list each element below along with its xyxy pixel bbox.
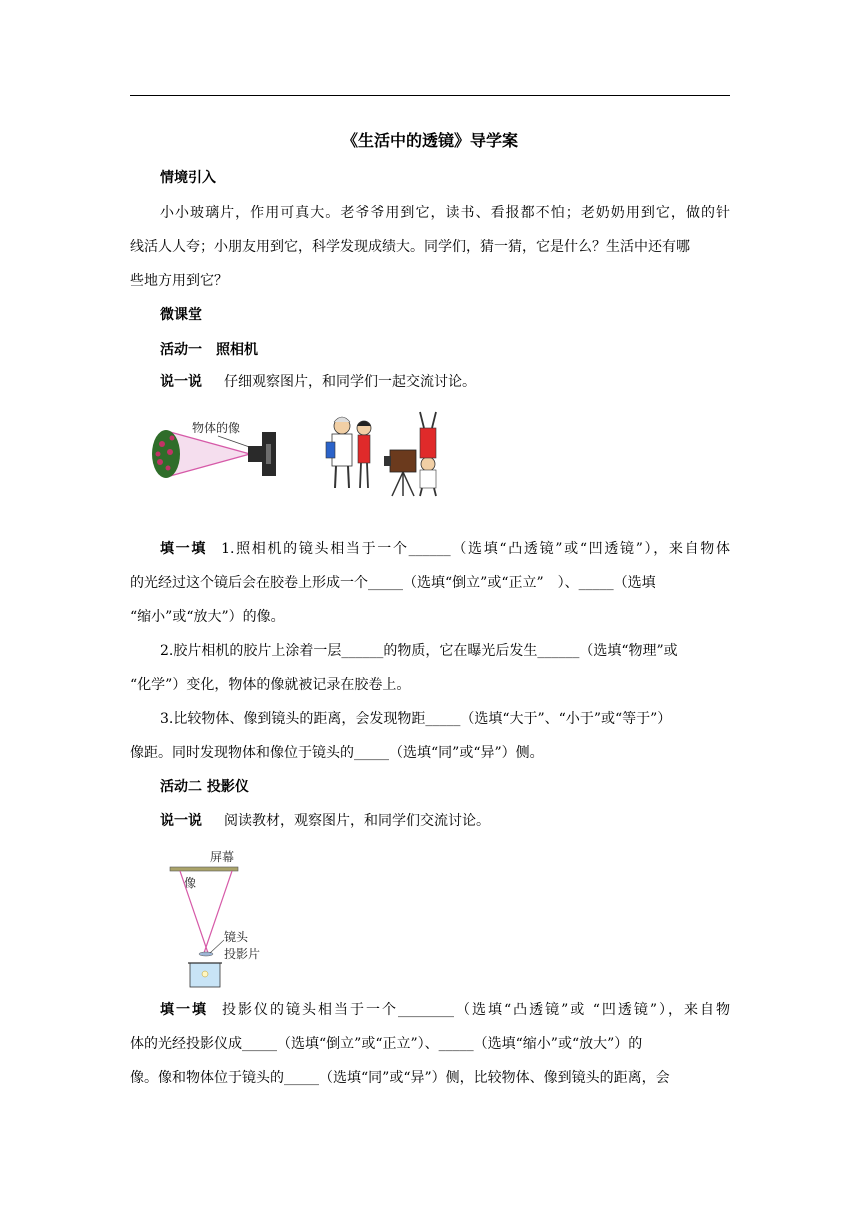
section-intro-heading: 情境引入 — [160, 170, 216, 186]
activity1-q1-line-1 — [160, 539, 730, 559]
activity2-fill-line-1 — [160, 1000, 730, 1020]
intro-line-1: 小小玻璃片，作用可真大。老爷爷用到它，读书、看报都不怕；老奶奶用到它，做的针 — [160, 205, 730, 221]
slide-label: 投影片 — [224, 947, 261, 961]
page-title: 《生活中的透镜》导学案 — [341, 131, 518, 150]
activity1-q1-text-1: 1.照相机的镜头相当于一个______（选填“凸透镜”或“凹透镜”），来自物体 — [221, 541, 730, 557]
intro-line-3: 些地方用到它？ — [130, 273, 228, 289]
lamp-icon — [202, 971, 208, 977]
section-micro-heading: 微课堂 — [160, 307, 202, 323]
book-icon — [326, 442, 335, 458]
image-of-object-label: 物体的像 — [192, 421, 241, 435]
activity1-q2-line-1: 2.胶片相机的胶片上涂着一层______的物质，它在曝光后发生______（选填“物理”或 — [160, 643, 678, 659]
activity1-fill-label: 填一填 — [160, 541, 208, 557]
activity2-fill-line-2: 体的光经投影仪成_____（选填“倒立”或“正立”）、_____（选填“缩小”或“放大”）的 — [130, 1036, 643, 1052]
activity1-q1-line-2: 的光经过这个镜后会在胶卷上形成一个_____（选填“倒立”或“正立” ）、_____（选填 — [130, 575, 656, 591]
old-camera-icon — [390, 450, 416, 472]
lens-icon — [199, 952, 213, 956]
header-rule — [130, 95, 730, 96]
activity1-q2-line-2: “化学”）变化，物体的像就被记录在胶卷上。 — [130, 677, 411, 693]
activity2-fill-text-1: 投影仪的镜头相当于一个________（选填“凸透镜”或 “凹透镜”），来自物 — [222, 1002, 731, 1018]
screen-icon — [170, 867, 238, 871]
image-label: 像 — [184, 876, 197, 890]
activity1-q3-line-2: 像距。同时发现物体和像位于镜头的_____（选填“同”或“异”）侧。 — [130, 745, 544, 761]
camera-ray-diagram — [140, 410, 285, 494]
activity1-q3-line-1: 3.比较物体、像到镜头的距离，会发现物距_____（选填“大于”、“小于”或“等于”） — [160, 711, 672, 727]
activity2-say-label: 说一说 — [160, 813, 202, 829]
lens-label: 镜头 — [224, 930, 249, 944]
screen-label: 屏幕 — [210, 850, 235, 864]
activity2-fill-line-3: 像。像和物体位于镜头的_____（选填“同”或“异”）侧，比较物体、像到镜头的距离，会 — [130, 1070, 670, 1086]
activity1-say-row — [160, 372, 730, 392]
ray-cone — [170, 432, 250, 476]
projector-ray-diagram — [160, 845, 280, 990]
photographer-cartoon — [320, 408, 450, 498]
intro-line-2: 线活人人夸；小朋友用到它，科学发现成绩大。同学们，猜一猜，它是什么？生活中还有哪 — [130, 239, 690, 255]
activity2-say-text: 阅读教材，观察图片，和同学们交流讨论。 — [224, 813, 490, 829]
activity2-heading: 活动二 投影仪 — [160, 779, 249, 795]
tripod-icon — [392, 472, 403, 496]
photographer-head-icon — [421, 457, 435, 471]
camera-lens-icon — [248, 446, 262, 462]
activity1-say-text: 仔细观察图片，和同学们一起交流讨论。 — [224, 374, 476, 390]
activity2-fill-label: 填一填 — [160, 1002, 208, 1018]
activity1-heading: 活动一 照相机 — [160, 342, 258, 358]
activity1-say-label: 说一说 — [160, 374, 202, 390]
activity2-say-row — [160, 811, 730, 831]
activity1-q1-line-3: “缩小”或“放大”）的像。 — [130, 609, 285, 625]
